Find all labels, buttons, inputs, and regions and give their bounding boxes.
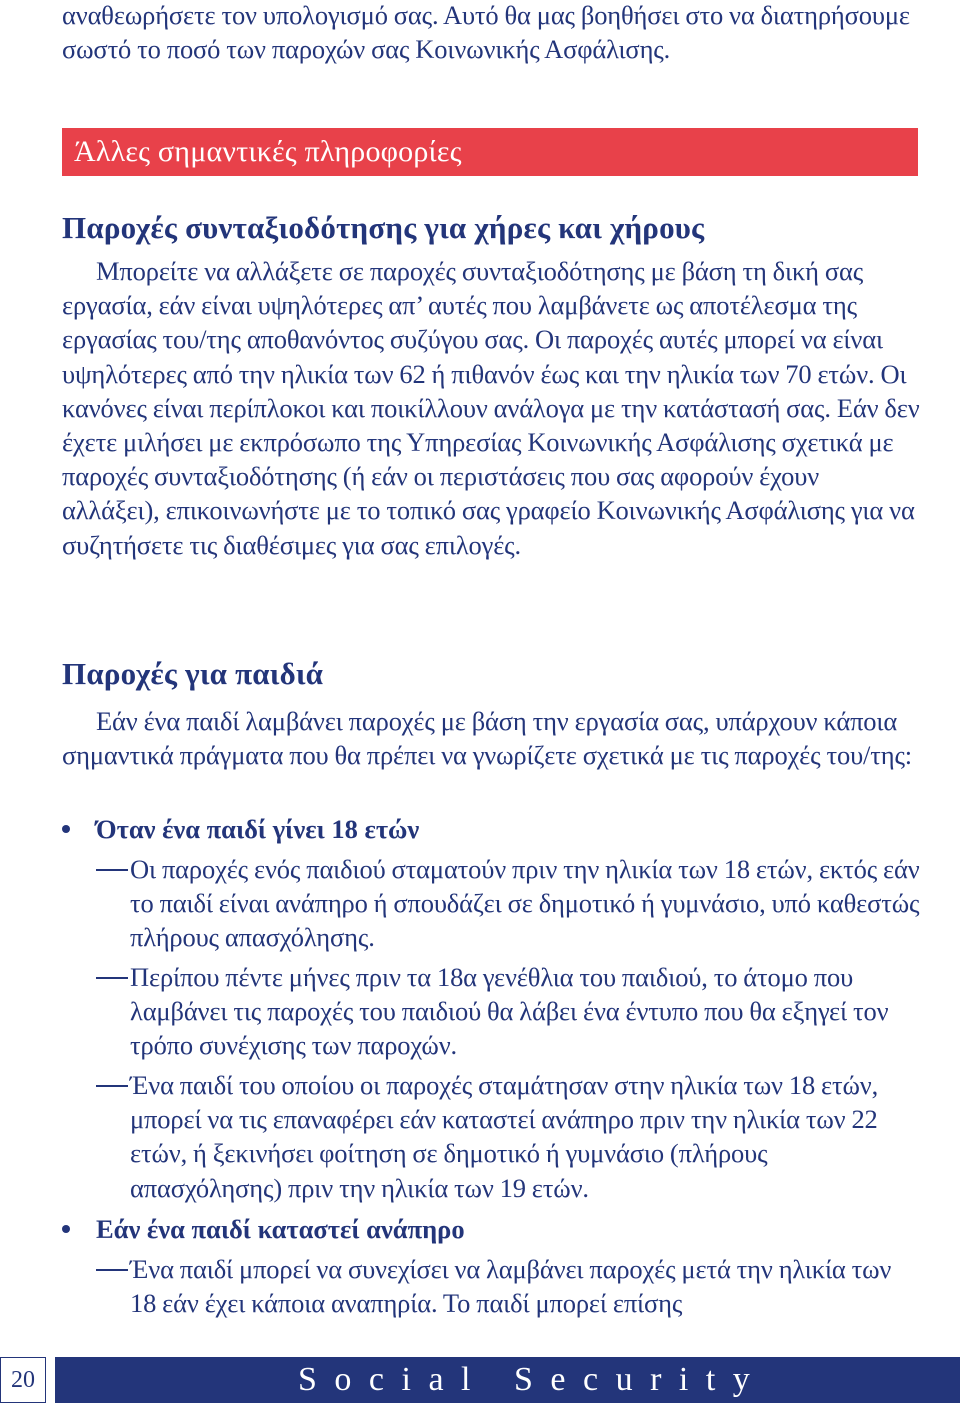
- list-item-text: Οι παροχές ενός παιδιού σταματούν πριν την ηλικία των 18 ετών, εκτός εάν το παιδί είναι ανάπηρο ή σπουδάζει σε δημοτικό ή γυμνάσιο, υπό καθεστώς πλήρους απασχόλησης.: [130, 854, 920, 953]
- bullet-child-turns-18: [62, 812, 419, 846]
- page-number: 20: [0, 1357, 46, 1403]
- list-item: [96, 1068, 920, 1205]
- intro-paragraph: αναθεωρήσετε τον υπολογισμό σας. Αυτό θα μας βοηθήσει στο να διατηρήσουμε σωστό το ποσό των παροχών σας Κοινωνικής Ασφάλισης.: [62, 0, 910, 65]
- list-item: [96, 960, 920, 1063]
- heading-widow-benefits: Παροχές συνταξιοδότησης για χήρες και χήρους: [62, 210, 705, 245]
- list-item-text: Ένα παιδί μπορεί να συνεχίσει να λαμβάνει παροχές μετά την ηλικία των 18 εάν έχει κάποια αναπηρία. Το παιδί μπορεί επίσης: [130, 1254, 892, 1319]
- list-item: [96, 852, 920, 955]
- list-item-text: Ένα παιδί του οποίου οι παροχές σταμάτησαν στην ηλικία των 18 ετών, μπορεί να τις επαναφέρει εάν καταστεί ανάπηρο πριν την ηλικία των 22 ετών, ή ξεκινήσει φοίτηση σε δημοτικό ή γυμνάσιο (πλήρους απασχόλησης) πριν την ηλικία των 19 ετών.: [130, 1070, 879, 1203]
- em-dash-icon: [96, 1085, 128, 1087]
- widow-benefits-section: [62, 254, 920, 562]
- em-dash-icon: [96, 1269, 128, 1271]
- list-item-text: Περίπου πέντε μήνες πριν τα 18α γενέθλια του παιδιού, το άτομο που λαμβάνει τις παροχές του παιδιού θα λάβει ένα έντυπο που θα εξηγεί τον τρόπο συνέχισης των παροχών.: [130, 962, 889, 1061]
- list-item: [96, 1252, 920, 1320]
- bullet-child-disabled: [62, 1212, 465, 1246]
- em-dash-icon: [96, 869, 128, 871]
- bullet-label: Όταν ένα παιδί γίνει 18 ετών: [96, 814, 420, 844]
- child-benefits-section: [62, 704, 920, 772]
- widow-benefits-paragraph: Μπορείτε να αλλάξετε σε παροχές συνταξιοδότησης με βάση τη δική σας εργασία, εάν είναι υψηλότερες απ’ αυτές που λαμβάνετε ως αποτέλεσμα της εργασίας του/της αποθανόντος συζύγου σας. Οι παροχές αυτές μπορεί να είναι υψηλότερες από την ηλικία των 62 ή πιθανόν έως και την ηλικία των 70 ετών. Οι κανόνες είναι περίπλοκοι και ποικίλλουν ανάλογα με την κατάστασή σας. Εάν δεν έχετε μιλήσει με εκπρόσωπο της Υπηρεσίας Κοινωνικής Ασφάλισης σχετικά με παροχές συνταξιοδότησης (ή εάν οι περιστάσεις που σας αφορούν έχουν αλλάξει), επικοινωνήστε με το τοπικό σας γραφείο Κοινωνικής Ασφάλισης για να συζητήσετε τις διαθέσιμες για σας επιλογές.: [62, 256, 920, 560]
- bullet-label: Εάν ένα παιδί καταστεί ανάπηρο: [96, 1214, 465, 1244]
- bullet-dot-icon: [62, 1225, 70, 1233]
- em-dash-icon: [96, 977, 128, 979]
- section-banner: Άλλες σημαντικές πληροφορίες: [62, 128, 918, 176]
- footer-title-bar: Social Security: [55, 1357, 960, 1403]
- page-footer: [0, 1357, 960, 1403]
- heading-child-benefits: Παροχές για παιδιά: [62, 656, 324, 691]
- child-benefits-paragraph: Εάν ένα παιδί λαμβάνει παροχές με βάση την εργασία σας, υπάρχουν κάποια σημαντικά πράγματα που θα πρέπει να γνωρίζετε σχετικά με τις παροχές του/της:: [62, 706, 913, 771]
- bullet-dot-icon: [62, 825, 70, 833]
